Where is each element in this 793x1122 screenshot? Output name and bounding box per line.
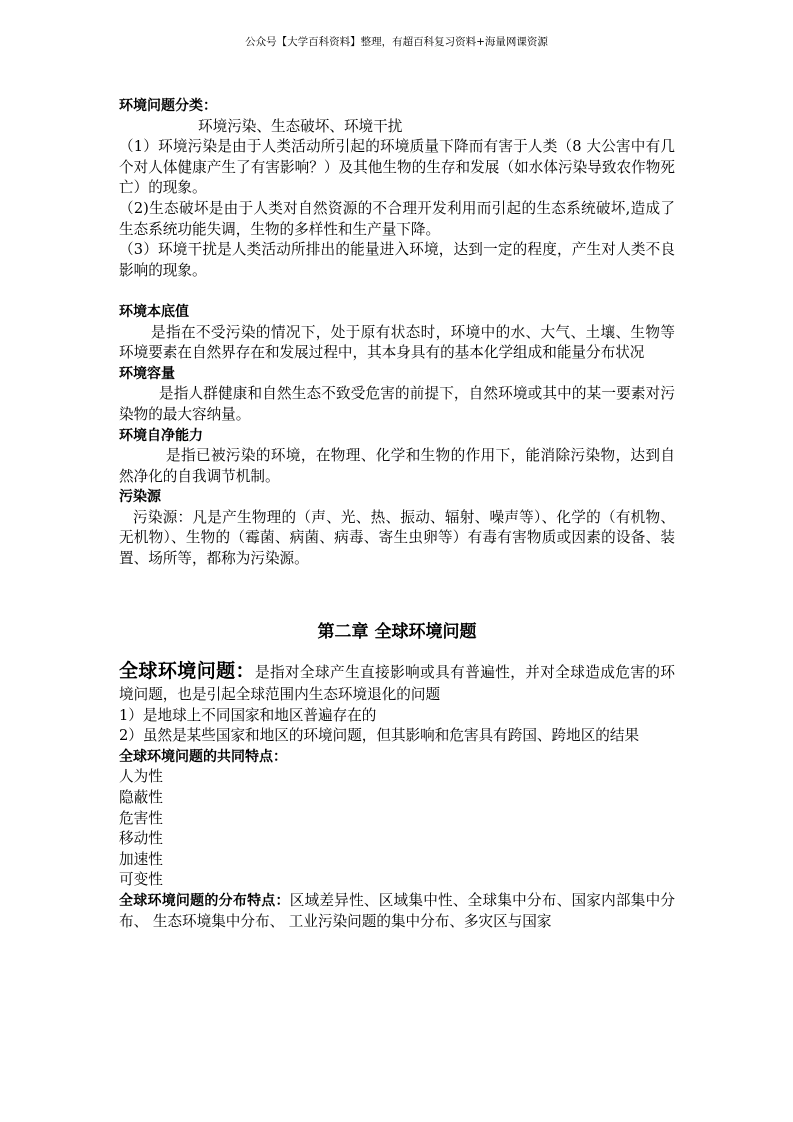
- feature-item: 危害性: [119, 809, 163, 827]
- global-point-2: 2）虽然是某些国家和地区的环境问题，但其影响和危害具有跨国、跨地区的结果: [119, 727, 640, 745]
- pollution-source-heading: 污染源: [119, 489, 161, 506]
- distribution-text: 区域差异性、区域集中性、全球集中分布、国家内部集中分布、 生态环境集中分布、 工业污染问题的集中分布、多灾区与国家: [119, 892, 675, 930]
- common-features-heading: 全球环境问题的共同特点：: [119, 748, 287, 765]
- env-capacity-text: 是指人群健康和自然生态不致受危害的前提下，自然环境或其中的某一要素对污染物的最大容纳量。: [119, 385, 675, 423]
- feature-item: 移动性: [119, 830, 163, 848]
- env-pollution-paragraph: （1）环境污染是由于人类活动所引起的环境质量下降而有害于人类（8 大公害中有几个对人体健康产生了有害影响？）及其他生物的生存和发展（如水体污染导致农作物死亡）的现象。: [119, 138, 675, 197]
- global-point-1: 1）是地球上不同国家和地区普遍存在的: [119, 706, 377, 724]
- env-problem-categories: 环境污染、生态破坏、环境干扰: [198, 117, 403, 135]
- distribution-heading: 全球环境问题的分布特点：: [119, 893, 290, 909]
- feature-item: 加速性: [119, 850, 163, 868]
- env-problem-classification-heading: 环境问题分类：: [119, 98, 217, 114]
- global-env-problem-definition: [119, 660, 675, 706]
- background-value-text: 是指在不受污染的情况下，处于原有状态时，环境中的水、大气、土壤、生物等环境要素在自然界存在和发展过程中，其本身具有的基本化学组成和能量分布状况: [119, 323, 675, 362]
- spacer: [119, 570, 675, 614]
- self-purification-heading: 环境自净能力: [119, 427, 203, 444]
- page-header: 公众号【大学百科资料】整理，有超百科复习资料+海量网课资源: [245, 36, 548, 48]
- distribution-paragraph: [119, 891, 675, 932]
- feature-item: 隐蔽性: [119, 789, 163, 807]
- document-body: [119, 96, 675, 932]
- feature-item: 可变性: [119, 871, 163, 889]
- env-capacity-heading: 环境容量: [119, 365, 175, 382]
- feature-item: 人为性: [119, 768, 163, 786]
- spacer: [119, 281, 675, 302]
- chapter-title: 第二章 全球环境问题: [317, 621, 477, 642]
- eco-destruction-paragraph: （2)生态破坏是由于人类对自然资源的不合理开发利用而引起的生态系统破坏,造成了生态系统功能失调，生物的多样性和生产量下降。: [119, 199, 675, 238]
- global-env-problem-term: 全球环境问题：: [119, 659, 255, 682]
- global-env-problem-def-text: 是指对全球产生直接影响或具有普遍性，并对全球造成危害的环境问题，也是引起全球范围内生态环境退化的问题: [119, 663, 675, 703]
- env-disturbance-paragraph: （3）环境干扰是人类活动所排出的能量进入环境，达到一定的程度，产生对人类不良影响的现象。: [119, 241, 675, 279]
- self-purification-text: 是指已被污染的环境，在物理、化学和生物的作用下，能消除污染物，达到自然净化的自我调节机制。: [119, 447, 675, 485]
- background-value-heading: 环境本底值: [119, 303, 189, 320]
- pollution-source-text: 污染源：凡是产生物理的（声、光、热、振动、辐射、噪声等）、化学的（有机物、无机物）、生物的（霉菌、病菌、病毒、寄生虫卵等）有毒有害物质或因素的设备、装置、场所等，都称为污染源。: [119, 508, 675, 568]
